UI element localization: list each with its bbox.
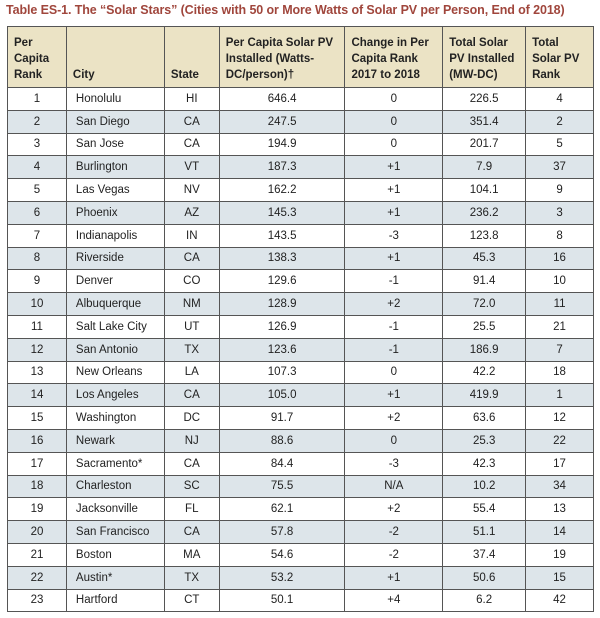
city-cell: Salt Lake City: [66, 315, 164, 338]
total-rank-cell: 12: [526, 407, 594, 430]
state-cell: SC: [164, 475, 219, 498]
total-rank-cell: 1: [526, 384, 594, 407]
city-cell: New Orleans: [66, 361, 164, 384]
per-capita-cell: 91.7: [219, 407, 345, 430]
state-cell: CT: [164, 589, 219, 612]
table-row: [8, 361, 594, 384]
change-cell: +2: [345, 407, 443, 430]
total-rank-cell: 21: [526, 315, 594, 338]
state-cell: VT: [164, 156, 219, 179]
per-capita-cell: 129.6: [219, 270, 345, 293]
change-cell: +1: [345, 247, 443, 270]
change-cell: -3: [345, 224, 443, 247]
per-capita-cell: 194.9: [219, 133, 345, 156]
per-capita-cell: 138.3: [219, 247, 345, 270]
change-cell: -1: [345, 338, 443, 361]
state-cell: MA: [164, 543, 219, 566]
table-row: [8, 224, 594, 247]
header-total: Total Solar PV Installed (MW-DC): [443, 27, 526, 88]
per-capita-cell: 646.4: [219, 88, 345, 111]
state-cell: DC: [164, 407, 219, 430]
table-row: [8, 88, 594, 111]
rank-cell: 3: [8, 133, 67, 156]
per-capita-cell: 247.5: [219, 110, 345, 133]
state-cell: CA: [164, 452, 219, 475]
rank-cell: 7: [8, 224, 67, 247]
header-change: Change in Per Capita Rank 2017 to 2018: [345, 27, 443, 88]
change-cell: 0: [345, 133, 443, 156]
per-capita-cell: 123.6: [219, 338, 345, 361]
table-row: [8, 247, 594, 270]
total-cell: 42.3: [443, 452, 526, 475]
total-cell: 72.0: [443, 293, 526, 316]
change-cell: -2: [345, 521, 443, 544]
rank-cell: 22: [8, 566, 67, 589]
rank-cell: 16: [8, 429, 67, 452]
header-rank: Per Capita Rank: [8, 27, 67, 88]
state-cell: NJ: [164, 429, 219, 452]
total-cell: 6.2: [443, 589, 526, 612]
total-rank-cell: 8: [526, 224, 594, 247]
rank-cell: 9: [8, 270, 67, 293]
total-cell: 25.5: [443, 315, 526, 338]
total-cell: 63.6: [443, 407, 526, 430]
rank-cell: 1: [8, 88, 67, 111]
rank-cell: 2: [8, 110, 67, 133]
state-cell: TX: [164, 566, 219, 589]
total-rank-cell: 2: [526, 110, 594, 133]
city-cell: Burlington: [66, 156, 164, 179]
state-cell: HI: [164, 88, 219, 111]
table-row: [8, 475, 594, 498]
per-capita-cell: 143.5: [219, 224, 345, 247]
city-cell: Las Vegas: [66, 179, 164, 202]
rank-cell: 5: [8, 179, 67, 202]
total-rank-cell: 13: [526, 498, 594, 521]
rank-cell: 14: [8, 384, 67, 407]
total-rank-cell: 10: [526, 270, 594, 293]
per-capita-cell: 75.5: [219, 475, 345, 498]
change-cell: +1: [345, 384, 443, 407]
change-cell: 0: [345, 429, 443, 452]
city-cell: Boston: [66, 543, 164, 566]
city-cell: Indianapolis: [66, 224, 164, 247]
change-cell: +1: [345, 156, 443, 179]
city-cell: Jacksonville: [66, 498, 164, 521]
rank-cell: 20: [8, 521, 67, 544]
header-per-capita: Per Capita Solar PV Installed (Watts-DC/person)†: [219, 27, 345, 88]
rank-cell: 13: [8, 361, 67, 384]
table-row: [8, 179, 594, 202]
city-cell: Phoenix: [66, 201, 164, 224]
total-cell: 42.2: [443, 361, 526, 384]
total-cell: 186.9: [443, 338, 526, 361]
change-cell: -3: [345, 452, 443, 475]
per-capita-cell: 53.2: [219, 566, 345, 589]
city-cell: Sacramento*: [66, 452, 164, 475]
table-row: [8, 338, 594, 361]
rank-cell: 15: [8, 407, 67, 430]
total-rank-cell: 42: [526, 589, 594, 612]
table-row: [8, 293, 594, 316]
city-cell: Honolulu: [66, 88, 164, 111]
per-capita-cell: 62.1: [219, 498, 345, 521]
table-row: [8, 498, 594, 521]
total-cell: 50.6: [443, 566, 526, 589]
per-capita-cell: 128.9: [219, 293, 345, 316]
table-row: [8, 384, 594, 407]
solar-stars-table: [7, 26, 594, 612]
state-cell: TX: [164, 338, 219, 361]
total-rank-cell: 22: [526, 429, 594, 452]
change-cell: +4: [345, 589, 443, 612]
change-cell: 0: [345, 88, 443, 111]
rank-cell: 19: [8, 498, 67, 521]
header-row: [8, 27, 594, 88]
city-cell: Washington: [66, 407, 164, 430]
city-cell: San Francisco: [66, 521, 164, 544]
state-cell: NV: [164, 179, 219, 202]
city-cell: Albuquerque: [66, 293, 164, 316]
total-cell: 236.2: [443, 201, 526, 224]
change-cell: 0: [345, 361, 443, 384]
rank-cell: 18: [8, 475, 67, 498]
state-cell: CO: [164, 270, 219, 293]
table-row: [8, 156, 594, 179]
city-cell: Denver: [66, 270, 164, 293]
per-capita-cell: 88.6: [219, 429, 345, 452]
total-rank-cell: 11: [526, 293, 594, 316]
total-cell: 55.4: [443, 498, 526, 521]
table-title: Table ES-1. The “Solar Stars” (Cities with 50 or More Watts of Solar PV per Person, End of 2018): [6, 3, 565, 17]
change-cell: 0: [345, 110, 443, 133]
state-cell: CA: [164, 384, 219, 407]
per-capita-cell: 54.6: [219, 543, 345, 566]
state-cell: CA: [164, 247, 219, 270]
table-row: [8, 407, 594, 430]
total-rank-cell: 16: [526, 247, 594, 270]
header-state: State: [164, 27, 219, 88]
total-rank-cell: 9: [526, 179, 594, 202]
rank-cell: 11: [8, 315, 67, 338]
change-cell: -1: [345, 315, 443, 338]
per-capita-cell: 50.1: [219, 589, 345, 612]
city-cell: San Antonio: [66, 338, 164, 361]
total-cell: 45.3: [443, 247, 526, 270]
city-cell: Austin*: [66, 566, 164, 589]
total-cell: 10.2: [443, 475, 526, 498]
total-rank-cell: 7: [526, 338, 594, 361]
total-rank-cell: 14: [526, 521, 594, 544]
total-rank-cell: 19: [526, 543, 594, 566]
total-rank-cell: 5: [526, 133, 594, 156]
city-cell: Hartford: [66, 589, 164, 612]
change-cell: -2: [345, 543, 443, 566]
total-rank-cell: 4: [526, 88, 594, 111]
table-row: [8, 543, 594, 566]
change-cell: +2: [345, 293, 443, 316]
table-row: [8, 521, 594, 544]
change-cell: +1: [345, 179, 443, 202]
city-cell: Charleston: [66, 475, 164, 498]
state-cell: IN: [164, 224, 219, 247]
rank-cell: 21: [8, 543, 67, 566]
table-row: [8, 566, 594, 589]
per-capita-cell: 107.3: [219, 361, 345, 384]
table-row: [8, 133, 594, 156]
table-row: [8, 110, 594, 133]
rank-cell: 4: [8, 156, 67, 179]
table-row: [8, 589, 594, 612]
total-cell: 37.4: [443, 543, 526, 566]
total-rank-cell: 34: [526, 475, 594, 498]
total-rank-cell: 37: [526, 156, 594, 179]
total-rank-cell: 3: [526, 201, 594, 224]
header-total-rank: Total Solar PV Rank: [526, 27, 594, 88]
total-cell: 201.7: [443, 133, 526, 156]
table-row: [8, 315, 594, 338]
per-capita-cell: 126.9: [219, 315, 345, 338]
rank-cell: 8: [8, 247, 67, 270]
state-cell: CA: [164, 133, 219, 156]
rank-cell: 10: [8, 293, 67, 316]
city-cell: Newark: [66, 429, 164, 452]
rank-cell: 17: [8, 452, 67, 475]
state-cell: UT: [164, 315, 219, 338]
header-city: City: [66, 27, 164, 88]
per-capita-cell: 187.3: [219, 156, 345, 179]
change-cell: +1: [345, 201, 443, 224]
total-cell: 123.8: [443, 224, 526, 247]
table-row: [8, 452, 594, 475]
per-capita-cell: 57.8: [219, 521, 345, 544]
total-cell: 91.4: [443, 270, 526, 293]
table-row: [8, 201, 594, 224]
total-cell: 51.1: [443, 521, 526, 544]
state-cell: FL: [164, 498, 219, 521]
state-cell: NM: [164, 293, 219, 316]
total-cell: 7.9: [443, 156, 526, 179]
per-capita-cell: 105.0: [219, 384, 345, 407]
table-row: [8, 429, 594, 452]
per-capita-cell: 145.3: [219, 201, 345, 224]
change-cell: +2: [345, 498, 443, 521]
city-cell: San Jose: [66, 133, 164, 156]
rank-cell: 23: [8, 589, 67, 612]
state-cell: LA: [164, 361, 219, 384]
total-cell: 351.4: [443, 110, 526, 133]
per-capita-cell: 162.2: [219, 179, 345, 202]
state-cell: CA: [164, 521, 219, 544]
total-rank-cell: 17: [526, 452, 594, 475]
city-cell: Riverside: [66, 247, 164, 270]
total-rank-cell: 15: [526, 566, 594, 589]
change-cell: N/A: [345, 475, 443, 498]
total-cell: 226.5: [443, 88, 526, 111]
total-cell: 104.1: [443, 179, 526, 202]
total-cell: 419.9: [443, 384, 526, 407]
total-cell: 25.3: [443, 429, 526, 452]
rank-cell: 12: [8, 338, 67, 361]
rank-cell: 6: [8, 201, 67, 224]
state-cell: AZ: [164, 201, 219, 224]
change-cell: -1: [345, 270, 443, 293]
city-cell: Los Angeles: [66, 384, 164, 407]
city-cell: San Diego: [66, 110, 164, 133]
table-row: [8, 270, 594, 293]
per-capita-cell: 84.4: [219, 452, 345, 475]
total-rank-cell: 18: [526, 361, 594, 384]
change-cell: +1: [345, 566, 443, 589]
state-cell: CA: [164, 110, 219, 133]
